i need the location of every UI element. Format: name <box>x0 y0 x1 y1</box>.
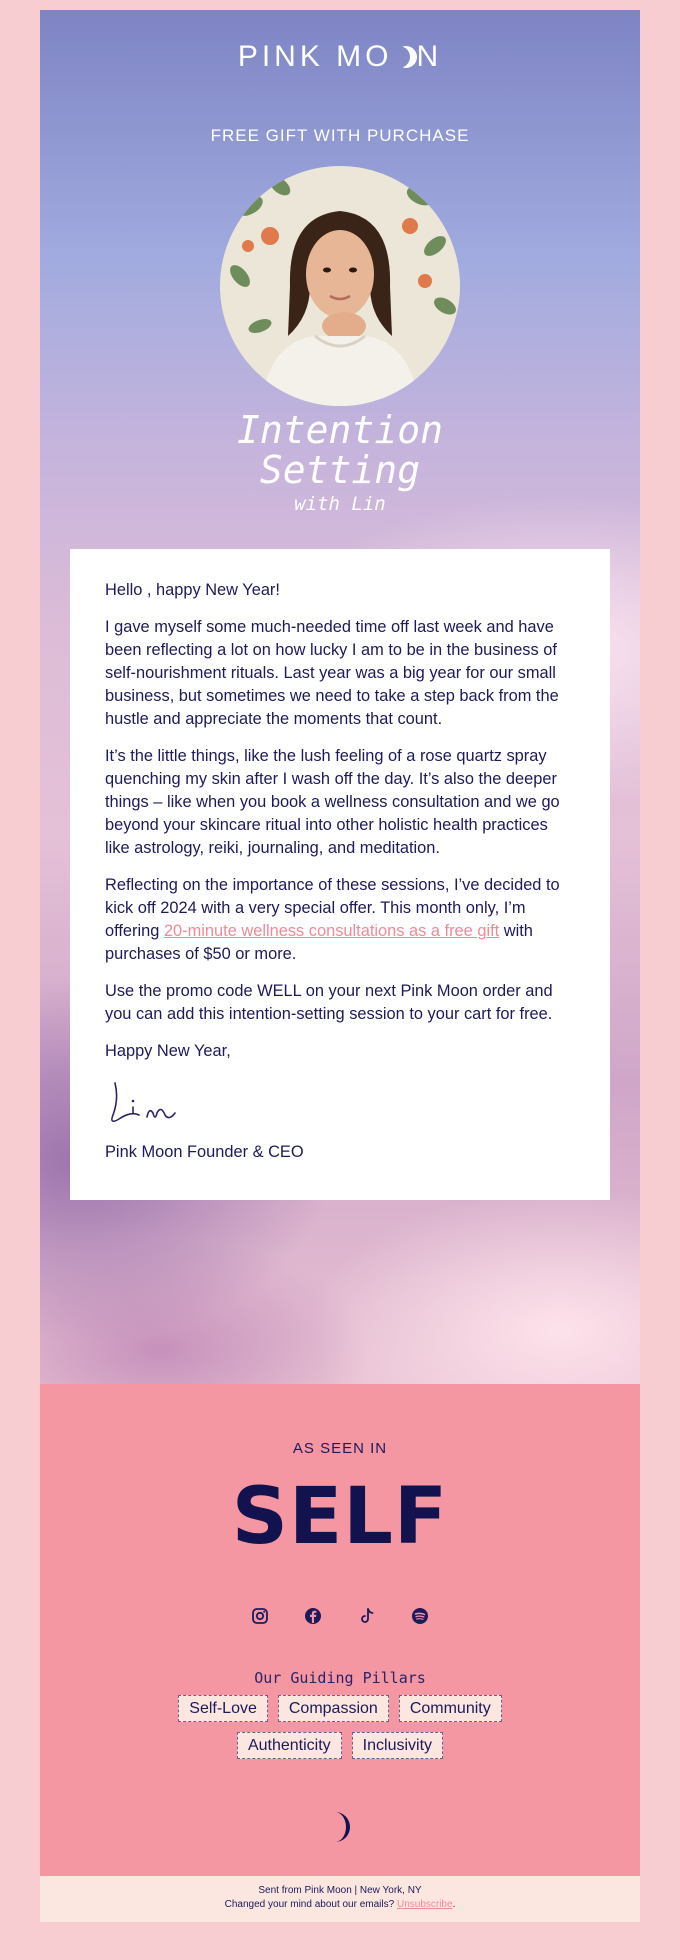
tiktok-icon[interactable] <box>357 1606 377 1626</box>
paragraph-2: It’s the little things, like the lush feeling of a rose quartz spray quenching my skin after I wash off the day. It’s also the deeper things – like when you book a wellness consultation and we go beyond your skincare ritual into other holistic health practices like astrology, reiki, journaling, and meditation. <box>105 747 560 857</box>
hero-subtitle: with Lin <box>294 493 386 515</box>
brand-logo-text: PINK MO <box>237 40 393 73</box>
signoff: Pink Moon Founder & CEO <box>105 1143 304 1161</box>
unsubscribe-period: . <box>452 1899 456 1910</box>
closing: Happy New Year, <box>105 1042 231 1060</box>
handwritten-signature-lin <box>105 1077 195 1133</box>
paragraph-3 <box>105 874 575 966</box>
pillar-compassion: Compassion <box>278 1695 389 1722</box>
footer-section <box>40 1384 640 1876</box>
letter-card <box>70 549 610 1200</box>
pillar-inclusivity: Inclusivity <box>352 1732 443 1759</box>
paragraph-3-text: Reflecting on the importance of these sessions, I’ve decided to kick off 2024 with a very special offer. This month only, I’m offering <box>105 876 560 940</box>
unsubscribe-link[interactable]: Unsubscribe <box>396 1899 453 1910</box>
signature <box>105 1077 575 1133</box>
free-gift-label: FREE GIFT WITH PURCHASE <box>210 126 470 145</box>
pillars-row-1 <box>40 1695 640 1722</box>
founder-portrait <box>220 166 460 406</box>
brand-logo-text-end: N <box>416 40 443 73</box>
unsubscribe-line <box>40 1898 640 1912</box>
free-gift-link[interactable]: 20-minute wellness consultations as a free gift <box>163 922 500 940</box>
unsubscribe-prompt: Changed your mind about our emails? <box>224 1899 397 1910</box>
email-container <box>40 10 640 1922</box>
greeting: Hello , happy New Year! <box>105 581 280 599</box>
paragraph-4: Use the promo code WELL on your next Pink Moon order and you can add this intention-setting session to your cart for free. <box>105 982 553 1023</box>
as-seen-in-label: AS SEEN IN <box>292 1440 388 1457</box>
pillars-list <box>40 1695 640 1769</box>
pillars-title: Our Guiding Pillars <box>254 1669 426 1687</box>
instagram-icon[interactable] <box>250 1606 270 1626</box>
sender-address: Sent from Pink Moon | New York, NY <box>258 1885 422 1896</box>
self-magazine-logo: SELF <box>231 1472 449 1562</box>
brand-logo[interactable] <box>40 40 640 74</box>
spotify-icon[interactable] <box>410 1606 430 1626</box>
crescent-moon-icon <box>327 1810 353 1844</box>
pillar-self-love: Self-Love <box>178 1695 268 1722</box>
pillar-authenticity: Authenticity <box>237 1732 342 1759</box>
paragraph-1: I gave myself some much-needed time off last week and have been reflecting a lot on how lucky I am to be in the business of self-nourishment rituals. Last year was a big year for our small business, but sometimes we need to take a step back from the hustle and appreciate the moments that count. <box>105 618 559 728</box>
pillars-row-2 <box>40 1732 640 1759</box>
hero-section <box>40 10 640 1384</box>
hero-title <box>40 410 640 490</box>
legal-footer <box>40 1876 640 1922</box>
moon-o-icon <box>395 46 417 68</box>
paragraph-3-text-end: with purchases of $50 or more. <box>105 922 533 963</box>
hero-title-line-2: Setting <box>259 448 421 492</box>
facebook-icon[interactable] <box>303 1606 323 1626</box>
pillar-community: Community <box>399 1695 502 1722</box>
social-links <box>250 1606 430 1626</box>
hero-title-line-1: Intention <box>237 408 443 452</box>
